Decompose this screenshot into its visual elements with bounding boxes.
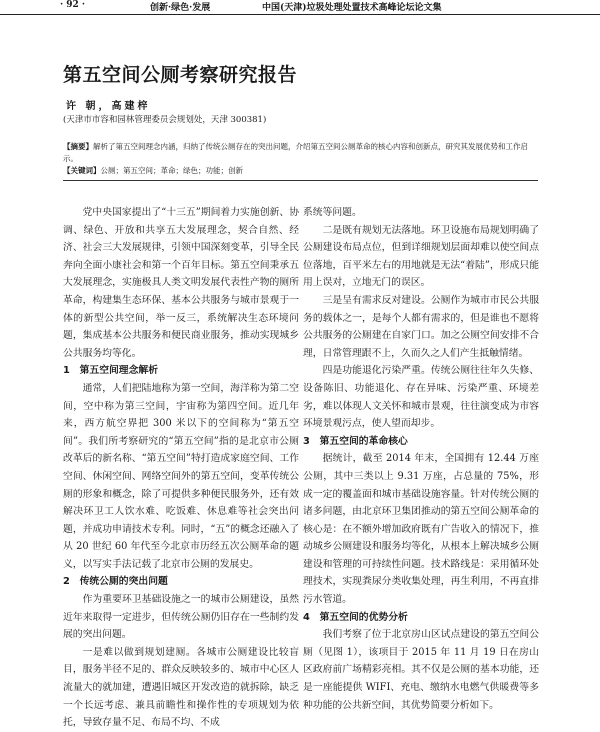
section-2-paragraph: 作为重要环卫基础设施之一的城市公厕建设，虽然近年来取得一定进步，但传统公厕仍旧存在一些制约发展的突出问题。 — [63, 594, 299, 641]
section-4-paragraph: 我们考察了位于北京房山区试点建设的第五空间公厕（见图 1），该项目于 2015 年 11 月 19 日在房山区政府前广场精彩亮相。其不仅是公厕的基本功能，还是一座能提供 WIFI、充电、缴纳水电燃气供暖费等多种功能的公共新空间，其优势简要分析如下。 — [303, 629, 539, 711]
left-column — [63, 204, 299, 732]
abstract — [63, 141, 538, 165]
paper-title: 第五空间公厕考察研究报告 — [63, 64, 298, 86]
abstract-divider — [63, 180, 538, 181]
paper-authors: 许 朝，高建梓 — [66, 101, 151, 112]
section-1-heading: 1 第五空间理念解析 — [63, 365, 158, 377]
section-2-item-4: 四是功能退化污染严重。传统公厕往往年久失修、设备陈旧、功能退化、存在异味、污染严重、环境差劣，难以体现人文关怀和城市景观，往往演变成为市容环境景观污点，使人望而却步。 — [303, 365, 539, 430]
page-number: · 92 · — [60, 0, 86, 10]
collection-title: 中国(天津)垃圾处理处置技术高峰论坛论文集 — [262, 3, 442, 13]
running-header — [0, 0, 600, 15]
keywords-text: 公厕；第五空间；革命；绿色；功能；创新 — [100, 166, 243, 175]
section-4-heading: 4 第五空间的优势分析 — [303, 611, 408, 623]
journal-title: 创新·绿色·发展 — [150, 3, 211, 13]
section-3-paragraph: 据统计，截至 2014 年末，全国拥有 12.44 万座公厕，其中三类以上 9.31 万座，占总量的 75%，形成一定的覆盖面和城市基础设施容量。针对传统公厕的诸多问题，由北京环卫集团推动的第五空间公厕革命的核心是：在不额外增加政府既有广告收入的情况下，推动城乡公厕建设和服务均等化，从根本上解决城乡公厕建设和管理的可持续性问题。技术路线是：采用循环处理技术，实现粪尿分类收集处理，再生利用，不再直排污水管道。 — [303, 453, 539, 606]
section-3-heading: 3 第五空间的革命核心 — [303, 435, 408, 447]
section-1-paragraph: 通常，人们把陆地称为第一空间，海洋称为第二空间，空中称为第三空间，宇宙称为第四空间。近几年来，西方航空界把 300 米以下的空间称为“第五空间”。我们所考察研究的“第五空间”指的是北京市公厕改革后的新名称、“第五空间”特打造成家庭空间、工作空间、休闲空间、网络空间外的第五空间，变革传统公厕的形象和概念，除了可提供多种便民服务外，还有效解决环卫工人饮水难、吃饭难、休息难等社会突出问题，并成功申请技术专利。同时，“五”的概念还融入了从 20 世纪 60 年代至今北京市历经五次公厕革命的题义，以写实手法记载了北京市公厕的发展史。 — [63, 382, 299, 570]
section-2-heading: 2 传统公厕的突出问题 — [63, 576, 168, 588]
section-2-item-1: 一是难以做到规划建厕。各城市公厕建设比较盲目，服务半径不足的、群众反映较多的、城市中心区人流量大的就加建，遭遇旧城区开发改造的就拆除，缺乏一个长远考虑、兼具前瞻性和操作性的专项规划为依托，导致存量不足、布局不均、不成 — [63, 646, 299, 729]
section-2-item-2: 二是既有规划无法落地。环卫设施布局规划明确了公厕建设布局点位，但到详细规划层面却难以使空间点位落地，百平米左右的用地就是无法“着陆”，形成只能用上误对，立地无门的误区。 — [303, 224, 539, 289]
intro-paragraph: 党中央国家提出了“十三五”期间着力实施创新、协调、绿色、开放和共享五大发展理念，契合自然、经济、社会三大发展规律，引领中国深刻变革，引导全民奔向全面小康社会和第一个百年目标。第五空间秉承五大发展理念，实施极具人类文明发展代表性产物的厕所革命，构建集生态环保、基本公共服务与城市景观于一体的新型公共空间，举一反三，系统解决生态环境问题，集成基本公共服务和便民商业服务，推动实现城乡公共服务均等化。 — [63, 207, 299, 359]
abstract-label: 【摘要】 — [63, 142, 93, 151]
abstract-text: 解析了第五空间理念内涵，归纳了传统公厕存在的突出问题，介绍第五空间公厕革命的核心内容和创新点，研究其发展优势和工作启示。 — [63, 142, 528, 163]
paper-affiliation: (天津市市容和园林管理委员会规划处，天津 300381) — [63, 115, 267, 125]
right-column — [303, 204, 539, 714]
section-2-item-3: 三是呈有需求反对建设。公厕作为城市市民公共服务的载体之一，是每个人都有需求的，但是谁也不愿将公共服务的公厕建在自家门口。加之公厕空间安排不合理，日常管理跟不上，久而久之人们产生抵触情绪。 — [303, 294, 539, 359]
section-2-item-1-continued: 系统等问题。 — [303, 207, 362, 218]
keywords-label: 【关键词】 — [63, 166, 101, 175]
keywords — [63, 165, 243, 176]
